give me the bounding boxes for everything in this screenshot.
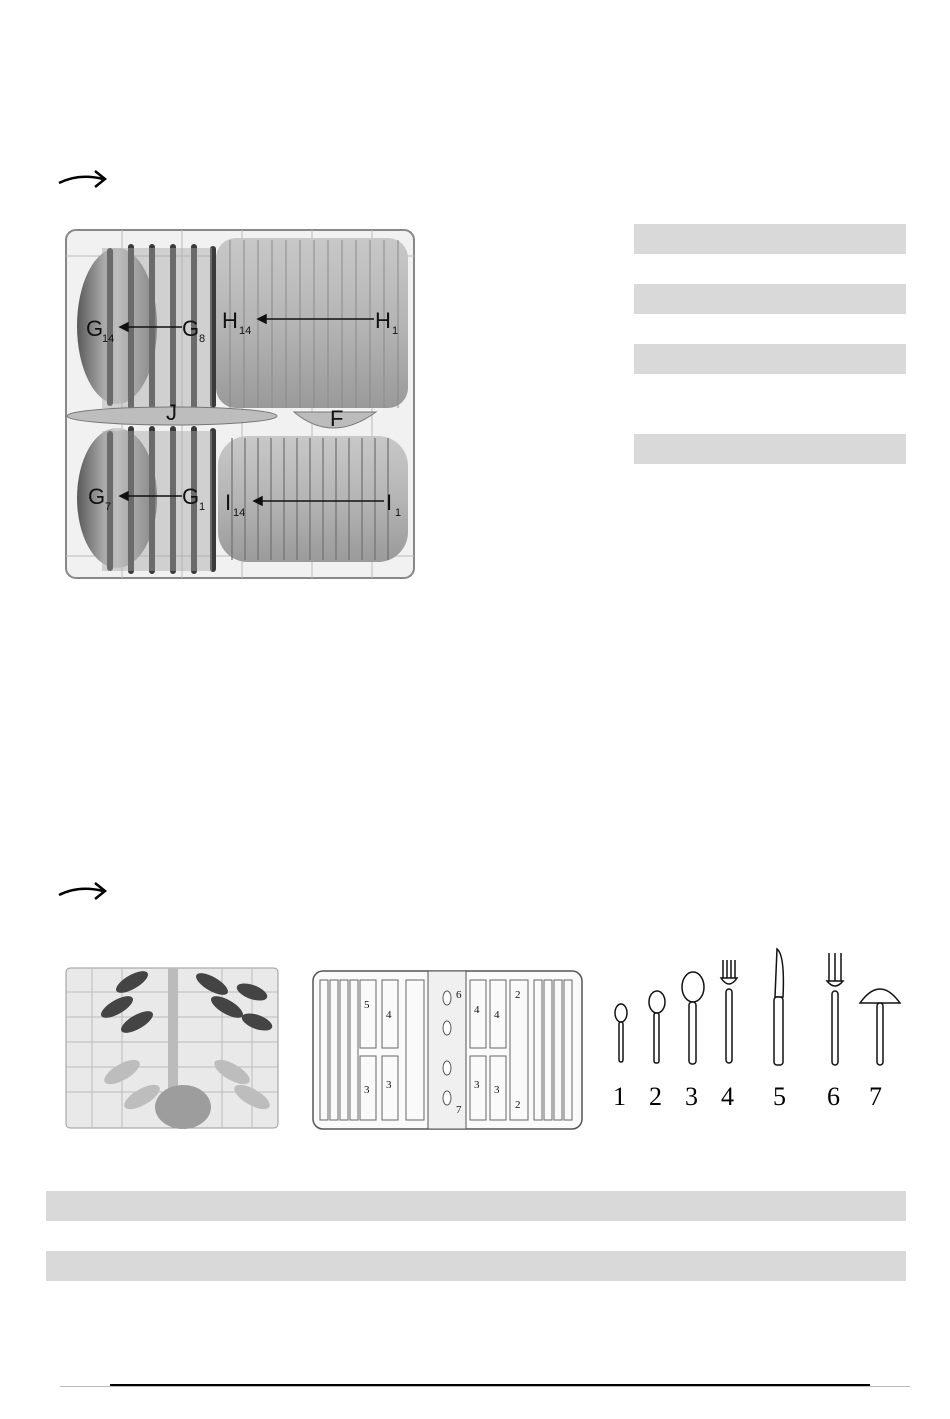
cutlery-tray-diagram bbox=[310, 968, 585, 1132]
svg-text:1: 1 bbox=[392, 325, 399, 337]
tray-label: 4 bbox=[494, 1009, 500, 1021]
svg-text:8: 8 bbox=[199, 333, 206, 345]
tray-label: 7 bbox=[456, 1104, 462, 1116]
table-row-shaded bbox=[634, 344, 906, 374]
table-row-shaded bbox=[634, 434, 906, 464]
tray-label: 2 bbox=[515, 989, 521, 1001]
cutlery-label-4: 4 bbox=[721, 1082, 734, 1111]
label-g14: G bbox=[86, 316, 104, 341]
svg-text:14: 14 bbox=[233, 507, 246, 519]
tray-label: 3 bbox=[494, 1084, 500, 1096]
cutlery-label-7: 7 bbox=[869, 1082, 882, 1111]
tray-label: 4 bbox=[474, 1004, 480, 1016]
tray-label: 3 bbox=[474, 1079, 480, 1091]
cutlery-label-2: 2 bbox=[649, 1082, 662, 1111]
tray-label: 3 bbox=[364, 1084, 370, 1096]
footer-rule bbox=[110, 1384, 870, 1386]
table-row-shaded bbox=[46, 1251, 906, 1281]
tray-label: 4 bbox=[386, 1009, 392, 1021]
cutlery-basket-diagram bbox=[62, 962, 282, 1132]
label-i1: I bbox=[386, 490, 393, 515]
label-j: J bbox=[166, 400, 177, 425]
footer-rule-light bbox=[60, 1386, 910, 1387]
plates-i bbox=[218, 436, 408, 562]
cutlery-label-3: 3 bbox=[685, 1082, 698, 1111]
arrow-icon bbox=[55, 163, 115, 193]
label-h14: H bbox=[222, 308, 238, 333]
svg-text:1: 1 bbox=[395, 507, 402, 519]
cutlery-items-diagram bbox=[605, 945, 905, 1115]
tray-label: 2 bbox=[515, 1099, 521, 1111]
cutlery-label-5: 5 bbox=[773, 1082, 786, 1111]
lower-rack-diagram bbox=[62, 226, 418, 582]
cutlery-label-1: 1 bbox=[613, 1082, 626, 1111]
arrow-icon bbox=[55, 875, 115, 905]
cutlery-label-6: 6 bbox=[827, 1082, 840, 1111]
label-h1: H bbox=[375, 308, 391, 333]
svg-text:14: 14 bbox=[102, 333, 115, 345]
svg-text:14: 14 bbox=[239, 325, 252, 337]
table-row-shaded bbox=[634, 284, 906, 314]
label-f: F bbox=[330, 406, 344, 431]
label-g1: G bbox=[182, 484, 200, 509]
tray-label: 5 bbox=[364, 999, 370, 1011]
label-g7: G bbox=[88, 484, 106, 509]
label-i14: I bbox=[225, 490, 232, 515]
table-row-shaded bbox=[46, 1191, 906, 1221]
svg-text:1: 1 bbox=[199, 501, 206, 513]
tray-label: 3 bbox=[386, 1079, 392, 1091]
label-g8: G bbox=[182, 316, 200, 341]
table-row-shaded bbox=[634, 224, 906, 254]
svg-text:7: 7 bbox=[105, 501, 112, 513]
tray-label: 6 bbox=[456, 989, 462, 1001]
